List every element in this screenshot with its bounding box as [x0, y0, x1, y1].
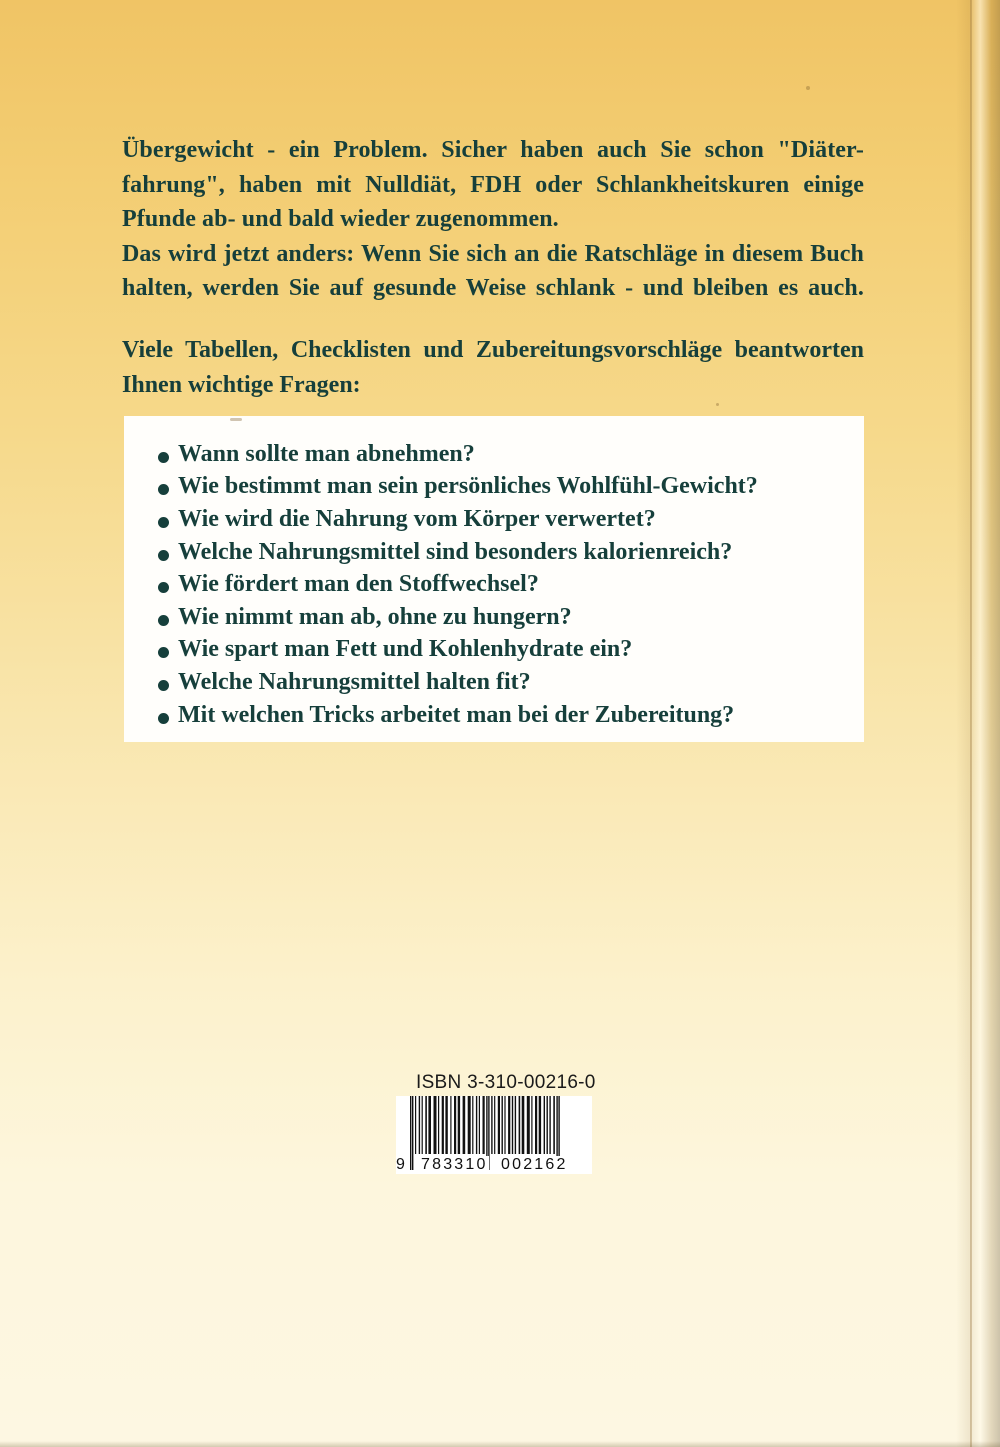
barcode-bar: [445, 1096, 447, 1154]
barcode-bar: [504, 1096, 505, 1154]
bullet-icon: [158, 713, 169, 724]
barcode-bar: [468, 1096, 471, 1154]
list-item: [158, 699, 758, 732]
barcode-guard-bar: [410, 1096, 411, 1170]
barcode-bar: [476, 1096, 477, 1154]
barcode-bar: [515, 1096, 516, 1154]
paper-speck: [230, 418, 242, 421]
barcode-bar: [508, 1096, 510, 1154]
barcode-bar: [544, 1096, 545, 1154]
lead-line: Ihnen wichtige Fragen:: [122, 371, 361, 398]
barcode-bar: [425, 1096, 427, 1154]
paper-speck: [806, 86, 810, 90]
barcode-bar: [428, 1096, 431, 1154]
barcode-bar: [547, 1096, 548, 1154]
barcode-bar: [450, 1096, 451, 1154]
intro-line: Das wird jetzt anders: Wenn Sie sich an die Ratschläge in diesem Buch: [122, 240, 864, 267]
list-item: [158, 634, 758, 667]
bullet-icon: [158, 615, 169, 626]
bullet-icon: [158, 550, 169, 561]
barcode-bar: [491, 1096, 492, 1154]
bullet-icon: [158, 582, 169, 593]
intro-paragraph: [122, 133, 864, 306]
barcode-bar: [415, 1096, 416, 1154]
bullet-icon: [158, 647, 169, 658]
intro-line: fahrung", haben mit Nulldiät, FDH oder Schlankheitskuren einige: [122, 171, 864, 198]
barcode-bar: [442, 1096, 444, 1154]
lead-paragraph: [122, 333, 864, 402]
barcode-bar: [549, 1096, 550, 1154]
question-text: Wie bestimmt man sein persönliches Wohlfühl-Gewicht?: [178, 473, 758, 500]
question-text: Wann sollte man abnehmen?: [178, 440, 475, 467]
list-item: [158, 471, 758, 504]
question-text: Mit welchen Tricks arbeitet man bei der Zubereitung?: [178, 701, 735, 728]
barcode-bar: [531, 1096, 532, 1154]
list-item: [158, 503, 758, 536]
bullet-icon: [158, 680, 169, 691]
question-list: [158, 438, 758, 731]
question-text: Wie wird die Nahrung vom Körper verwertet?: [178, 505, 656, 532]
bullet-icon: [158, 452, 169, 463]
barcode-bar: [483, 1096, 485, 1154]
barcode-bar: [472, 1096, 473, 1154]
barcode-left-digits: 783310: [421, 1156, 488, 1173]
spine-edge: [956, 0, 1000, 1447]
isbn-block: [396, 1072, 596, 1174]
barcode-right-digits: 002162: [501, 1156, 568, 1173]
question-box: [124, 416, 864, 742]
lead-line: Viele Tabellen, Checklisten und Zubereitungsvorschläge beantworten: [122, 337, 864, 363]
barcode-bar: [463, 1096, 466, 1154]
barcode-bar: [512, 1096, 513, 1154]
list-item: [158, 666, 758, 699]
barcode-bar: [454, 1096, 456, 1154]
barcode: [396, 1096, 592, 1174]
barcode-bar: [539, 1096, 541, 1154]
intro-line: Übergewicht - ein Problem. Sicher haben auch Sie schon "Diäter-: [122, 137, 864, 163]
barcode-bar: [535, 1096, 537, 1154]
barcode-bar: [494, 1096, 495, 1154]
list-item: [158, 601, 758, 634]
list-item: [158, 568, 758, 601]
list-item: [158, 536, 758, 569]
barcode-bar: [434, 1096, 437, 1154]
barcode-bar: [519, 1096, 521, 1154]
barcode-bar: [553, 1096, 555, 1154]
question-text: Welche Nahrungsmittel sind besonders kalorienreich?: [178, 538, 733, 565]
isbn-label: ISBN 3-310-00216-0: [416, 1072, 596, 1093]
intro-line: Pfunde ab- und bald wieder zugenommen.: [122, 206, 559, 232]
barcode-bar: [422, 1096, 423, 1154]
question-text: Wie spart man Fett und Kohlenhydrate ein?: [178, 636, 633, 663]
question-text: Wie fördert man den Stoffwechsel?: [178, 571, 539, 598]
intro-line: halten, werden Sie auf gesunde Weise schlank - und bleiben es auch.: [122, 275, 864, 301]
question-text: Wie nimmt man ab, ohne zu hungern?: [178, 603, 572, 630]
barcode-bar: [522, 1096, 525, 1154]
barcode-bar: [498, 1096, 500, 1154]
paper-speck: [716, 403, 719, 406]
barcode-guard-bar: [412, 1096, 413, 1170]
bottom-edge: [0, 1441, 1000, 1447]
barcode-first-digit: 9: [396, 1156, 405, 1173]
barcode-bar: [502, 1096, 503, 1154]
barcode-bar: [438, 1096, 439, 1154]
barcode-bar: [419, 1096, 420, 1154]
bullet-icon: [158, 484, 169, 495]
barcode-bar: [458, 1096, 460, 1154]
barcode-bar: [479, 1096, 480, 1154]
question-text: Welche Nahrungsmittel halten fit?: [178, 668, 531, 695]
list-item: [158, 438, 758, 471]
bullet-icon: [158, 517, 169, 528]
barcode-bar: [527, 1096, 530, 1154]
